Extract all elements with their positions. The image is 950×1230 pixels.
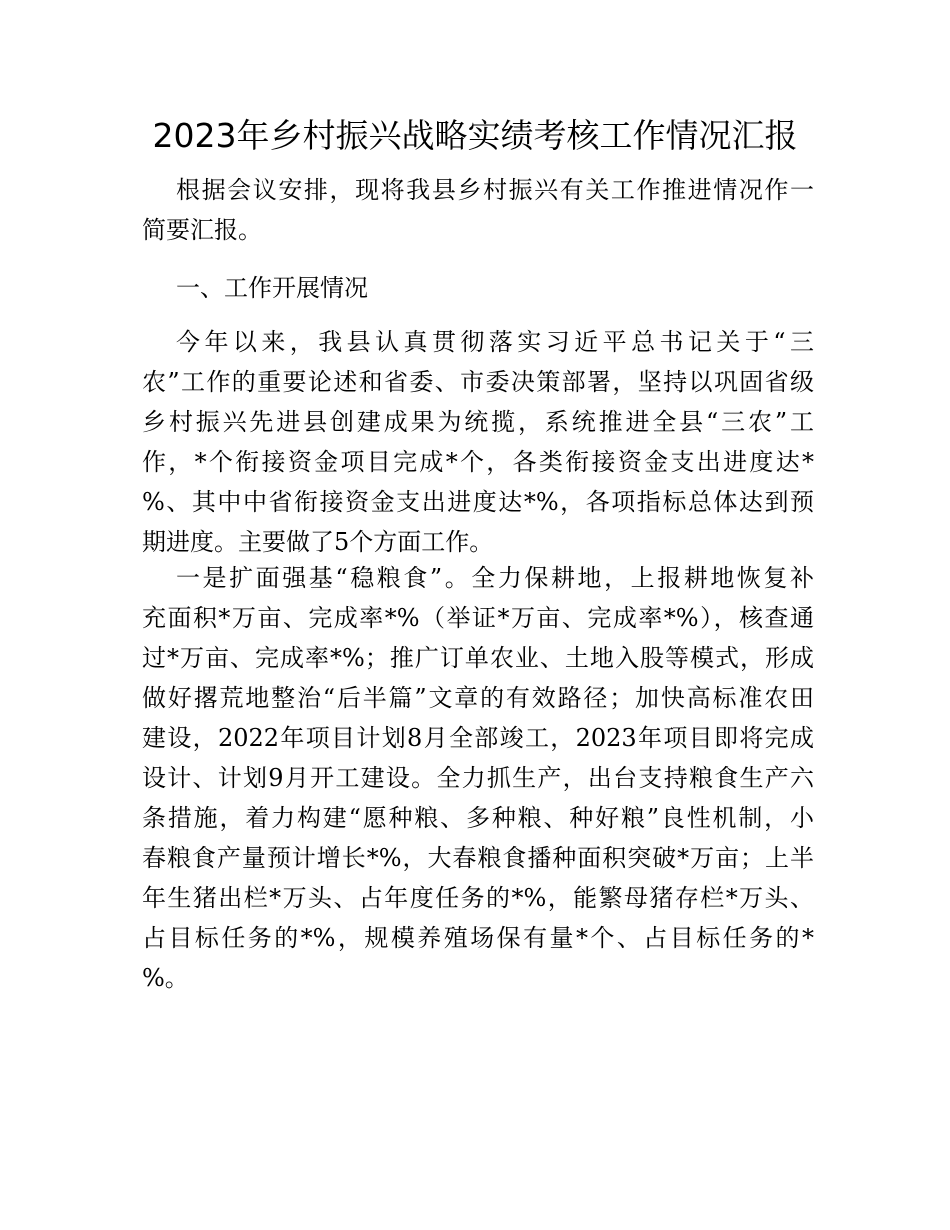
paragraph-line: 条措施，着力构建“愿种粮、多种粮、种好粮”良性机制，小 xyxy=(142,804,814,832)
paragraph-line: 今年以来，我县认真贯彻落实习近平总书记关于“三 xyxy=(176,328,814,356)
paragraph-line: 充面积*万亩、完成率*%（举证*万亩、完成率*%），核查通 xyxy=(142,604,814,632)
paragraph-line: 年生猪出栏*万头、占年度任务的*%，能繁母猪存栏*万头、 xyxy=(142,884,814,912)
section-heading xyxy=(142,268,814,308)
section-heading-text: 一、工作开展情况 xyxy=(176,274,368,302)
document-title: 2023年乡村振兴战略实绩考核工作情况汇报 xyxy=(152,116,798,155)
paragraph-line: %、其中中省衔接资金支出进度达*%，各项指标总体达到预 xyxy=(142,488,814,516)
item-one-paragraph xyxy=(142,558,814,998)
paragraph-line: 简要汇报。 xyxy=(142,216,262,244)
paragraph-line: 占目标任务的*%，规模养殖场保有量*个、占目标任务的* xyxy=(142,924,814,952)
paragraph-line: %。 xyxy=(142,964,189,992)
paragraph-line: 做好撂荒地整治“后半篇”文章的有效路径；加快高标准农田 xyxy=(142,684,814,712)
paragraph-line: 农”工作的重要论述和省委、市委决策部署，坚持以巩固省级 xyxy=(142,368,814,396)
paragraph-line: 春粮食产量预计增长*%，大春粮食播种面积突破*万亩；上半 xyxy=(142,844,814,872)
paragraph-line: 一是扩面强基“稳粮食”。全力保耕地，上报耕地恢复补 xyxy=(176,564,814,592)
paragraph-line: 设计、计划9月开工建设。全力抓生产，出台支持粮食生产六 xyxy=(142,764,814,792)
intro-paragraph xyxy=(142,170,814,250)
paragraph-line: 乡村振兴先进县创建成果为统揽，系统推进全县“三农”工 xyxy=(142,408,814,436)
overview-paragraph xyxy=(142,322,814,562)
paragraph-line: 过*万亩、完成率*%；推广订单农业、土地入股等模式，形成 xyxy=(142,644,814,672)
paragraph-line: 期进度。主要做了5个方面工作。 xyxy=(142,528,494,556)
paragraph-line: 建设，2022年项目计划8月全部竣工，2023年项目即将完成 xyxy=(142,724,814,752)
paragraph-line: 根据会议安排，现将我县乡村振兴有关工作推进情况作一 xyxy=(176,176,814,204)
paragraph-line: 作，*个衔接资金项目完成*个，各类衔接资金支出进度达* xyxy=(142,448,814,476)
